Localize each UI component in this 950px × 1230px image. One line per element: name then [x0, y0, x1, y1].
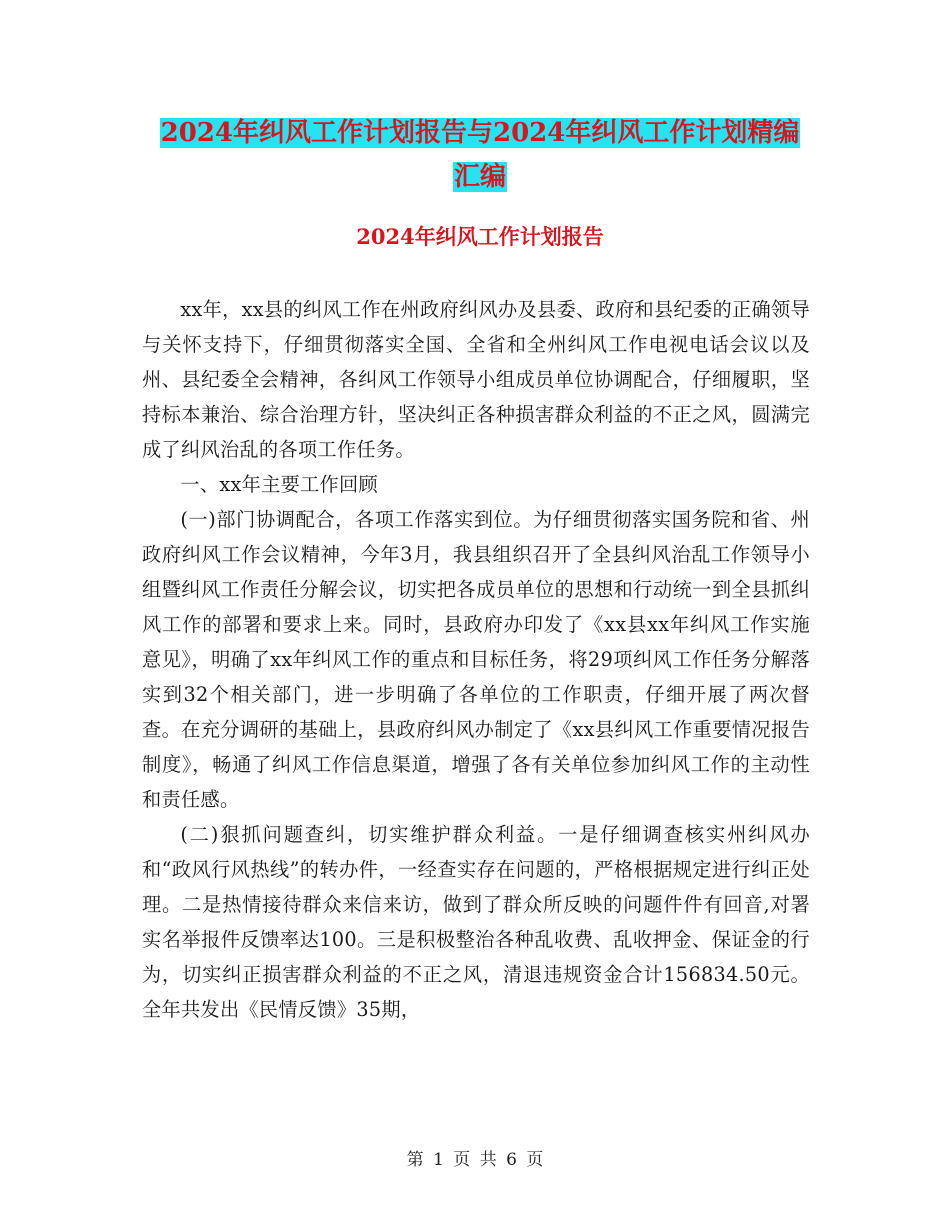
- paragraph-intro: xx年，xx县的纠风工作在州政府纠风办及县委、政府和县纪委的正确领导与关怀支持下，仔细贯彻落实全国、全省和全州纠风工作电视电话会议以及州、县纪委全会精神，各纠风工作领导小组成员单位协调配合，仔细履职，坚持标本兼治、综合治理方针，坚决纠正各种损害群众利益的不正之风，圆满完成了纠风治乱的各项工作任务。: [142, 298, 810, 461]
- document-title-line-1: 2024年纠风工作计划报告与2024年纠风工作计划精编: [160, 118, 800, 148]
- document-title-line-2: 汇编: [453, 162, 506, 192]
- document-body: [142, 292, 810, 1027]
- paragraph-section-1: (一)部门协调配合，各项工作落实到位。为仔细贯彻落实国务院和省、州政府纠风工作会议精神，今年3月，我县组织召开了全县纠风治乱工作领导小组暨纠风工作责任分解会议，切实把各成员单位的思想和行动统一到全县抓纠风工作的部署和要求上来。同时，县政府办印发了《xx县xx年纠风工作实施意见》，明确了xx年纠风工作的重点和目标任务，将29项纠风工作任务分解落实到32个相关部门，进一步明确了各单位的工作职责，仔细开展了两次督查。在充分调研的基础上，县政府纠风办制定了《xx县纠风工作重要情况报告制度》，畅通了纠风工作信息渠道，增强了各有关单位参加纠风工作的主动性和责任感。: [142, 508, 810, 811]
- section-title: 2024年纠风工作计划报告: [356, 224, 604, 249]
- document-title: [140, 111, 820, 199]
- paragraph-heading-review: 一、xx年主要工作回顾: [180, 473, 379, 496]
- paragraph-section-2: (二)狠抓问题查纠，切实维护群众利益。一是仔细调查核实州纠风办和“政风行风热线”的转办件，一经查实存在问题的，严格根据规定进行纠正处理。二是热情接待群众来信来访，做到了群众所反映的问题件件有回音,对署实名举报件反馈率达100。三是积极整治各种乱收费、乱收押金、保证金的行为，切实纠正损害群众利益的不正之风，清退违规资金合计156834.50元。全年共发出《民情反馈》35期，: [142, 823, 810, 1021]
- page-footer: 第 1 页 共 6 页: [406, 1150, 544, 1170]
